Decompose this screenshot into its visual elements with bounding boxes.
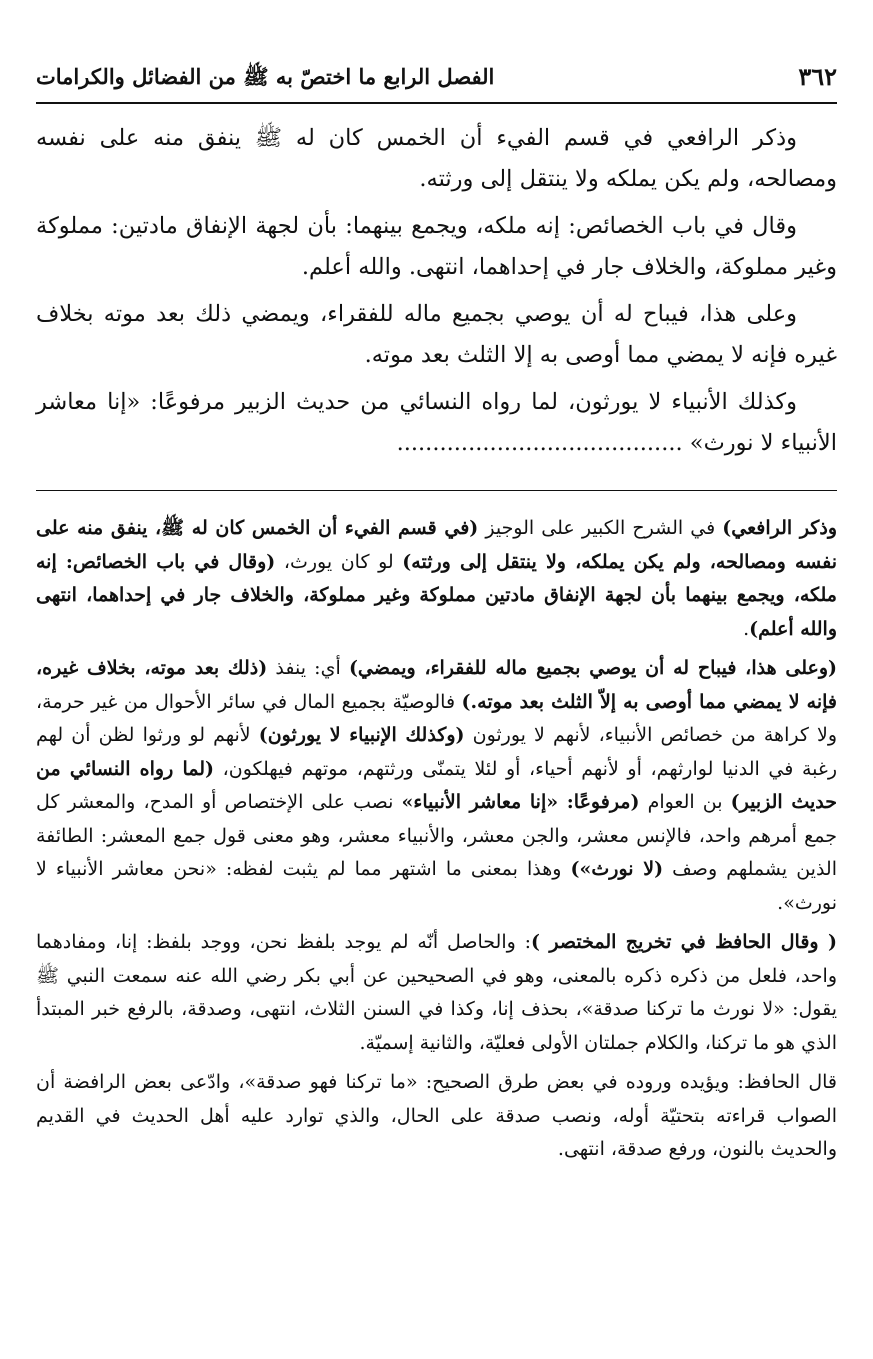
main-paragraph: وذكر الرافعي في قسم الفيء أن الخمس كان له ﷺ ينفق منه على نفسه ومصالحه، ولم يكن يملكه ولا ينتقل إلى ورثته. <box>36 125 837 192</box>
header-rule <box>36 102 837 104</box>
commentary-divider <box>36 490 837 491</box>
main-paragraph: وكذلك الأنبياء لا يورثون، لما رواه النسائي من حديث الزبير مرفوعًا: «إنا معاشر الأنبياء لا نورث» ........................................ <box>36 389 837 456</box>
main-text <box>36 118 837 470</box>
gloss-text: : والحاصل أنّه لم يوجد بلفظ نحن، ووجد بلفظ: إنا، ومفادهما واحد، فلعل من ذكره ذكره بالمعنى، وهو في الصحيحين عن أبي بكر رضي الله عنه سمعت النبي ﷺ يقول: «لا نورث ما تركنا صدقة»، بحذف إنا، وكذا في السنن الثلاث، انتهى، وصدقة، بالرفع خبر المبتدأ الذي هو ما تركنا، والكلام جملتان الأولى فعليّة، والثانية إسميّة. <box>36 931 837 1054</box>
commentary-paragraph <box>36 926 837 1060</box>
running-title: الفصل الرابع ما اختصّ به ﷺ من الفضائل والكرامات <box>36 64 495 89</box>
quoted-text: وذكر الرافعي) <box>722 517 837 539</box>
commentary-paragraph <box>36 652 837 920</box>
gloss-text: نصب على الإختصاص أو المدح، والمعشر كل جمع أمرهم واحد، فالإنس معشر، والجن معشر، والأنبياء معشر، وهو معنى قول جمع المعشر: الطائفة الذين يشملهم وصف <box>36 791 837 880</box>
quoted-text: (وكذلك الإنبياء لا يورثون) <box>258 724 465 746</box>
gloss-text: بن العوام <box>639 791 731 813</box>
quoted-text: ( وقال الحافظ في تخريج المختصر ) <box>531 931 837 953</box>
page-header <box>36 62 837 98</box>
main-paragraph: وعلى هذا، فيباح له أن يوصي بجميع ماله للفقراء، ويمضي ذلك بعد موته بخلاف غيره فإنه لا يمضي مما أوصى به إلا الثلث بعد موته. <box>36 301 837 368</box>
gloss-text: في الشرح الكبير على الوجيز <box>478 517 723 539</box>
gloss-text: قال الحافظ: ويؤيده وروده في بعض طرق الصحيح: «ما تركنا فهو صدقة»، وادّعى بعض الرافضة أن الصواب قراءته بتحتيّة أوله، ونصب صدقة على الحال، والذي توارد عليه أهل الحديث في القديم والحديث بالنون، ورفع صدقة، انتهى. <box>36 1071 837 1160</box>
gloss-text: وهذا بمعنى ما اشتهر مما لم يثبت لفظه: «نحن معاشر الأنبياء لا نورث». <box>36 858 837 914</box>
quoted-text: (وقال في باب الخصائص: إنه ملكه، ويجمع بينهما بأن لجهة الإنفاق مادتين مملوكة وغير مملوكة، والخلاف جار في إحداهما، انتهى والله أعلم) <box>36 550 837 640</box>
quoted-text: (وعلى هذا، فيباح له أن يوصي بجميع ماله للفقراء، ويمضي) <box>348 657 837 679</box>
page-number: ٣٦٢ <box>798 62 837 91</box>
commentary-text <box>36 512 837 1173</box>
quoted-text: (مرفوعًا: «إنا معاشر الأنبياء» <box>401 791 640 813</box>
gloss-text: فالوصيّة بجميع المال في سائر الأحوال من غير حرمة، ولا كراهة من خصائص الأنبياء، لأنهم لا يورثون <box>36 690 837 746</box>
commentary-paragraph <box>36 512 837 646</box>
gloss-text: أي: ينفذ <box>267 657 349 679</box>
quoted-text: (لا نورث») <box>570 858 664 880</box>
gloss-text: . <box>743 617 750 640</box>
main-paragraph: وقال في باب الخصائص: إنه ملكه، ويجمع بينهما: بأن لجهة الإنفاق مادتين: مملوكة وغير مملوكة، والخلاف جار في إحداهما، انتهى. والله أعلم. <box>36 213 837 280</box>
gloss-text: لو كان يورث، <box>275 550 403 573</box>
quoted-text: (لما رواه النسائي من حديث الزبير) <box>36 757 837 813</box>
quoted-text: (في قسم الفيء أن الخمس كان له ﷺ، ينفق منه على نفسه ومصالحه، ولم يكن يملكه، ولا ينتقل إلى ورثته) <box>36 517 837 573</box>
commentary-paragraph <box>36 1066 837 1167</box>
gloss-text: لأنهم لو ورثوا لظن أن لهم رغبة في الدنيا لوارثهم، أو لأنهم أحياء، أو لئلا يتمنّى ورثتهم، موتهم فيهلكون، <box>36 724 837 780</box>
quoted-text: (ذلك بعد موته، بخلاف غيره، فإنه لا يمضي مما أوصى به إلاّ الثلث بعد موته.) <box>36 657 838 713</box>
